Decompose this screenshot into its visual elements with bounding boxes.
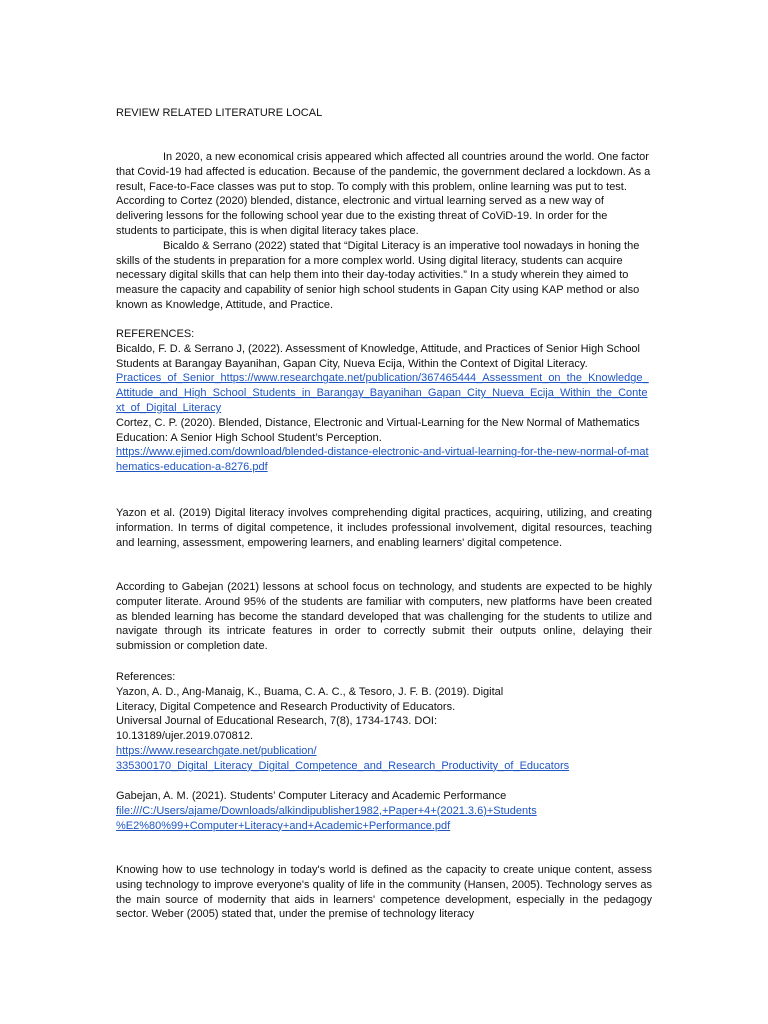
reference-yazon-link-line-1[interactable]: https://www.researchgate.net/publication/: [116, 744, 317, 757]
intro-section: [116, 150, 652, 313]
references-section-2: [116, 670, 652, 774]
reference-yazon-line-1: Yazon, A. D., Ang-Manaig, K., Buama, C. A. C., & Tesoro, J. F. B. (2019). Digital: [116, 685, 504, 698]
document-title: REVIEW RELATED LITERATURE LOCAL: [116, 107, 323, 119]
yazon-paragraph: Yazon et al. (2019) Digital literacy involves comprehending digital practices, acquiring, utilizing, and creating information. In terms of digital competence, it includes professional involvement, digital resources, teaching and learning, assessment, empowering learners, and enabling learners' digital competence.: [116, 507, 652, 549]
references-section-1: [116, 327, 652, 475]
intro-paragraph-1: In 2020, a new economical crisis appeared which affected all countries around the world. One factor that Covid-19 had affected is education. Because of the pandemic, the government declared a lockdown. As a result, Face-to-Face classes was put to stop. To comply with this problem, online learning was put to test. According to Cortez (2020) blended, distance, electronic and virtual learning served as a new way of delivering lessons for the following school year due to the existing threat of CoViD-19. In order for the students to participate, this is when digital literacy takes place.: [116, 151, 651, 237]
reference-cortez-link[interactable]: https://www.ejimed.com/download/blended-distance-electronic-and-virtual-learning-for-the-new-normal-of-mathematics-education-a-8276.pdf: [116, 446, 649, 474]
reference-gabejan-link-line-2[interactable]: %E2%80%99+Computer+Literacy+and+Academic+Performance.pdf: [116, 819, 451, 832]
reference-gabejan-text: Gabejan, A. M. (2021). Students’ Computer Literacy and Academic Performance: [116, 790, 507, 802]
reference-gabejan: [116, 789, 652, 833]
references-heading-2: References:: [116, 671, 176, 683]
reference-yazon-line-2: Literacy, Digital Competence and Research Productivity of Educators.: [116, 700, 456, 713]
reference-yazon-link-line-2[interactable]: 335300170_Digital_Literacy_Digital_Competence_and_Research_Productivity_of_Educators: [116, 759, 570, 772]
reference-yazon-line-3: Universal Journal of Educational Research, 7(8), 1734-1743. DOI:: [116, 715, 438, 728]
reference-yazon-line-4: 10.13189/ujer.2019.070812.: [116, 730, 254, 743]
closing-paragraph: Knowing how to use technology in today's world is defined as the capacity to create unique content, assess using technology to improve everyone's quality of life in the community (Hansen, 2005). Technology serves as the main source of modernity that aids in learners' competence development, especially in the pedagogy sector. Weber (2005) stated that, under the premise of technology literacy: [116, 864, 652, 921]
references-heading: REFERENCES:: [116, 328, 195, 340]
reference-bicaldo-link[interactable]: Practices_of_Senior_https://www.researchgate.net/publication/367465444_Assessment_on_the_Knowledge_Attitude_and_High_School_Students_in_Barangay_Bayanihan_Gapan_City_Nueva_Ecija_Within_the_Context_of_Digital_Literacy: [116, 372, 649, 414]
reference-cortez: Cortez, C. P. (2020). Blended, Distance, Electronic and Virtual-Learning for the New Normal of Mathematics Education: A Senior High School Student’s Perception.: [116, 416, 640, 444]
intro-paragraph-2: Bicaldo & Serrano (2022) stated that “Digital Literacy is an imperative tool nowadays in honing the skills of the students in preparation for a more complex world. Using digital literacy, students can acquire necessary digital skills that can help them into their day-today activities.” In a study wherein they aimed to measure the capacity and capability of senior high school students in Gapan City using KAP method or also known as Knowledge, Attitude, and Practice.: [116, 239, 640, 311]
reference-bicaldo: Bicaldo, F. D. & Serrano J, (2022). Assessment of Knowledge, Attitude, and Practices of Senior High School Students at Barangay Bayanihan, Gapan City, Nueva Ecija, Within the Context of Digital Literacy.: [116, 342, 640, 370]
gabejan-paragraph: According to Gabejan (2021) lessons at school focus on technology, and students are expected to be highly computer literate. Around 95% of the students are familiar with computers, new platforms have been created as blended learning has become the standard developed that was challenging for the students to utilize and navigate through its intricate features in order to correctly submit their outputs online, delaying their submission or completion date.: [116, 581, 652, 653]
reference-gabejan-link-line-1[interactable]: file:///C:/Users/ajame/Downloads/alkindipublisher1982,+Paper+4+(2021.3.6)+Students: [116, 804, 537, 817]
